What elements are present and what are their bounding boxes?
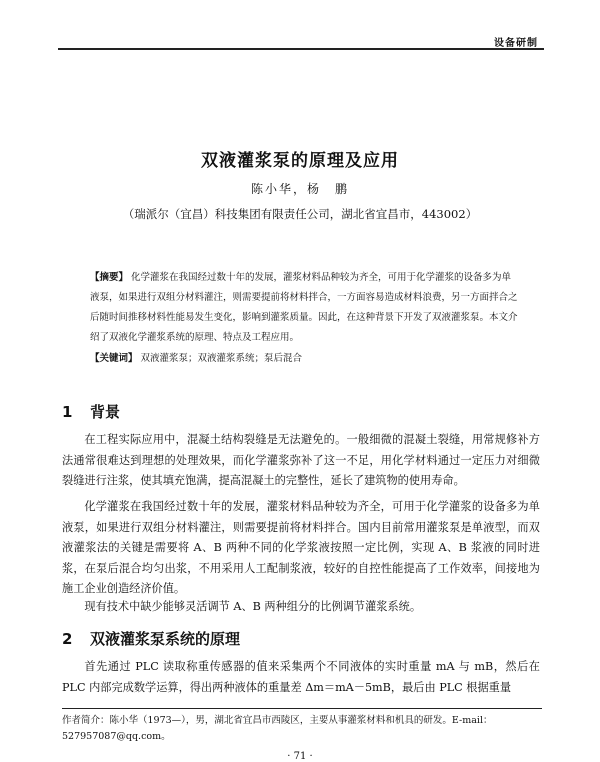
footnote-rule xyxy=(62,708,542,709)
section-2-title: 双液灌浆泵系统的原理 xyxy=(90,630,241,648)
abstract-block xyxy=(90,268,520,348)
section-2-number: 2 xyxy=(62,630,73,648)
section-1-number: 1 xyxy=(62,403,73,421)
section-1-heading xyxy=(62,401,120,422)
author-footnote: 作者简介：陈小华（1973—），男，湖北省宜昌市西陵区，主要从事灌浆材料和机具的研发。E-mail：527957087@qq.com。 xyxy=(62,715,493,742)
keywords-block xyxy=(90,350,520,364)
section-2-heading xyxy=(62,628,240,649)
section-2-paragraph-1: 首先通过 PLC 读取称重传感器的值来采集两个不同液体的实时重量 mA 与 mB，然后在 PLC 内部完成数学运算，得出两种液体的重量差 Δm＝mA－5mB，最后由 PLC 根据重量 xyxy=(62,660,540,694)
keywords-text: 双液灌浆泵；双液灌浆系统；泵后混合 xyxy=(140,353,303,364)
abstract-text: 化学灌浆在我国经过数十年的发展，灌浆材料品种较为齐全，可用于化学灌浆的设备多为单液泵，如果进行双组分材料灌注，则需要提前将材料拌合，一方面容易造成材料浪费，另一方面拌合之后随时间推移材料性能易发生变化，影响到灌浆质量。因此，在这种背景下开发了双液灌浆泵。本文介绍了双液化学灌浆系统的原理、特点及工程应用。 xyxy=(90,272,518,343)
abstract-label: 【摘要】 xyxy=(90,272,129,283)
article-title: 双液灌浆泵的原理及应用 xyxy=(201,151,399,171)
section-1-paragraph-1: 在工程实际应用中，混凝土结构裂缝是无法避免的。一般细微的混凝土裂缝，用常规修补方法通常很难达到理想的处理效果，而化学灌浆弥补了这一不足，用化学材料通过一定压力对细微裂缝进行注浆，使其填充饱满，提高混凝土的完整性，延长了建筑物的使用寿命。 xyxy=(62,433,540,487)
section-1-paragraph-3: 现有技术中缺少能够灵活调节 A、B 两种组分的比例调节灌浆系统。 xyxy=(84,600,422,613)
article-authors: 陈小华，杨 鹏 xyxy=(250,182,349,196)
header-rule xyxy=(58,48,544,50)
section-1-title: 背景 xyxy=(90,403,121,421)
section-tag: 设备研制 xyxy=(494,38,538,49)
page-number: · 71 · xyxy=(287,751,313,762)
article-affiliation: （瑞派尔（宜昌）科技集团有限责任公司，湖北省宜昌市，443002） xyxy=(122,207,478,221)
section-1-paragraph-2: 化学灌浆在我国经过数十年的发展，灌浆材料品种较为齐全，可用于化学灌浆的设备多为单液泵，如果进行双组分材料灌注，则需要提前将材料拌合。国内目前常用灌浆泵是单液型，而双液灌浆法的关键是需要将 A、B 两种不同的化学浆液按照一定比例，实现 A、B 浆液的同时进浆，在泵后混合均匀出浆，不用采用人工配制浆液，较好的自控性能提高了工作效率，间接地为施工企业创造经济价值。 xyxy=(62,500,540,595)
keywords-label: 【关键词】 xyxy=(90,353,138,364)
